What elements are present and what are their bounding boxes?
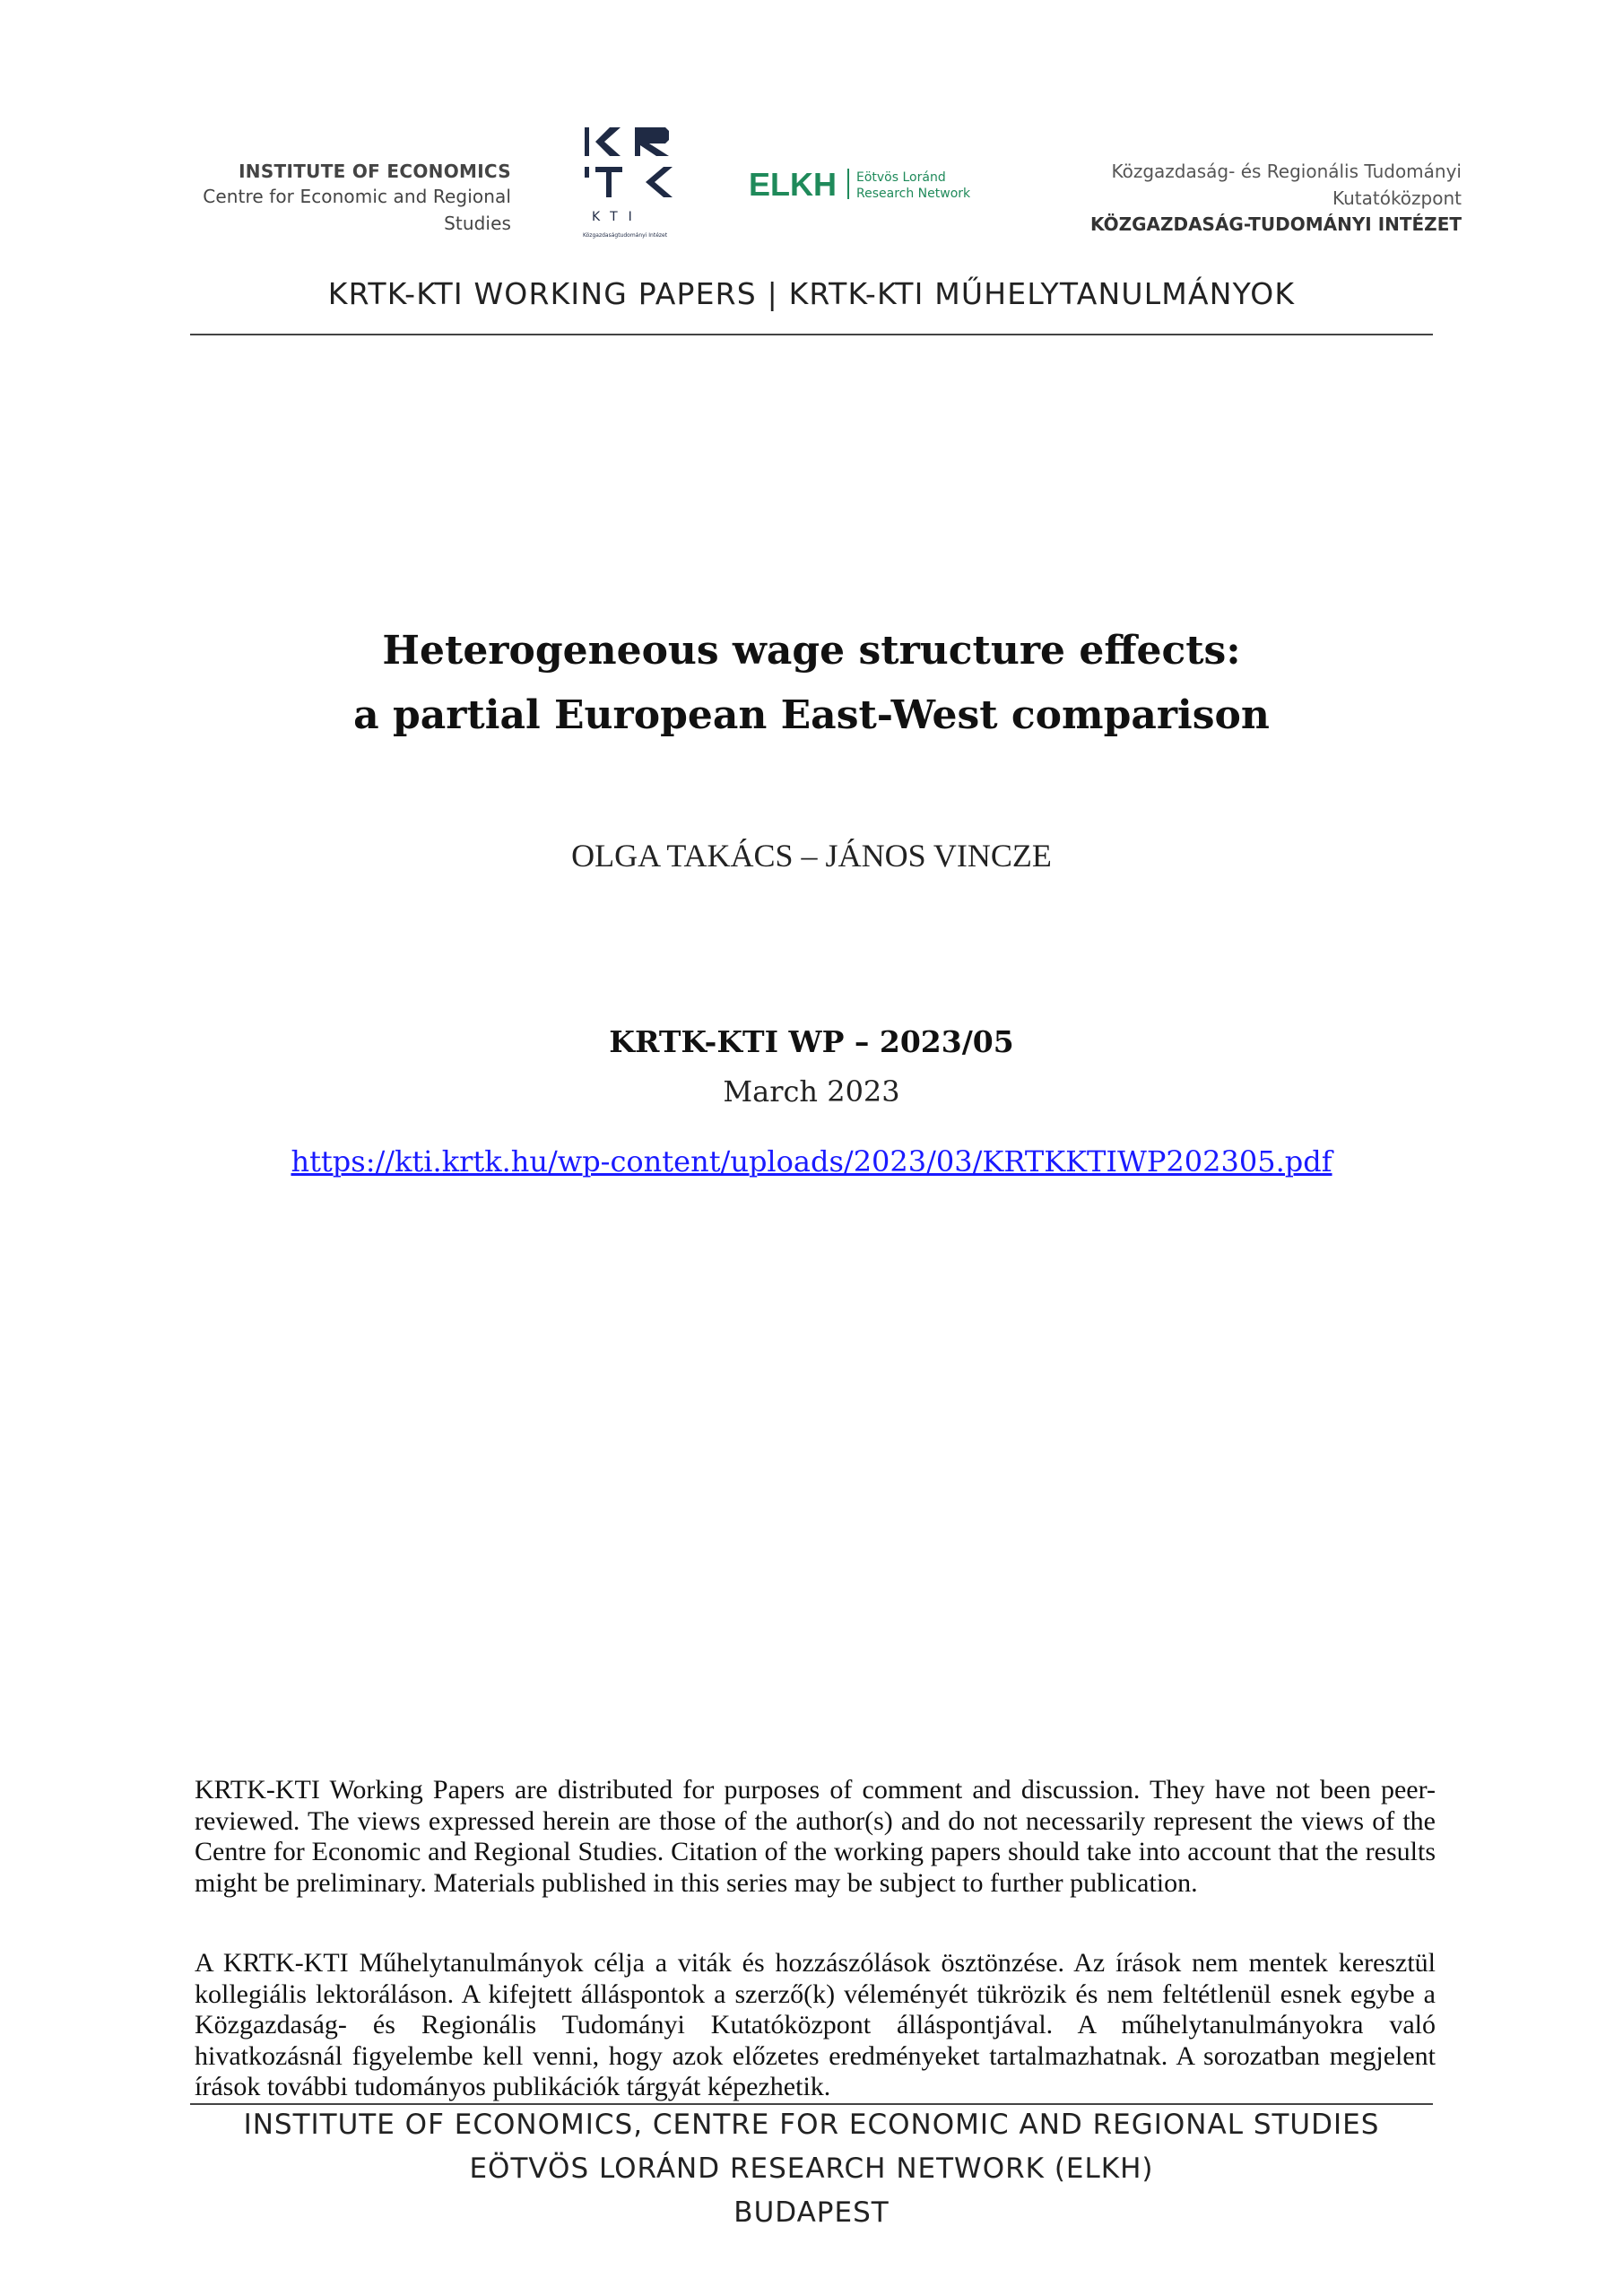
paper-url bbox=[190, 1144, 1433, 1178]
paper-title bbox=[233, 619, 1390, 748]
krtk-logo-subtext: Közgazdaságtudományi Intézet bbox=[583, 232, 668, 239]
title-line2: a partial European East-West comparison bbox=[353, 692, 1270, 738]
authors: OLGA TAKÁCS – JÁNOS VINCZE bbox=[571, 838, 1052, 874]
paper-link[interactable]: https://kti.krtk.hu/wp-content/uploads/2023/03/KRTKKTIWP202305.pdf bbox=[291, 1144, 1332, 1178]
footer-line1: INSTITUTE OF ECONOMICS, CENTRE FOR ECONOMIC AND REGIONAL STUDIES bbox=[243, 2109, 1380, 2141]
institute-logo bbox=[178, 160, 511, 237]
footer-line3: BUDAPEST bbox=[733, 2196, 890, 2229]
elkh-tagline-2: Research Network bbox=[856, 187, 971, 201]
publication-date: March 2023 bbox=[723, 1074, 900, 1109]
right-line1: Közgazdaság- és Regionális Tudományi Kutatóközpont bbox=[1111, 161, 1462, 209]
series-title: KRTK-KTI WORKING PAPERS | KRTK-KTI MŰHELYTANULMÁNYOK bbox=[327, 276, 1296, 311]
disclaimer-english: KRTK-KTI Working Papers are distributed for purposes of comment and discussion. They have not been peer-reviewed. The views expressed herein are those of the author(s) and do not necessarily represent the views of the Centre for Economic and Regional Studies. Citation of the working papers should take into account that the results might be preliminary. Materials published in this series may be subject to further publication. bbox=[195, 1775, 1436, 1898]
disclaimer-hungarian: A KRTK-KTI Műhelytanulmányok célja a viták és hozzászólások ösztönzése. Az írások nem mentek keresztül kollegiális lektoráláson. A kifejtett álláspontok a szerző(k) véleményét tükrözik és nem feltétlenül esnek egybe a Közgazdaság- és Regionális Tudományi Kutatóközpont álláspontjával. A műhelytanulmányokra való hivatkozásnál figyelembe kell venni, hogy azok előzetes eredményeket tartalmazhatnak. A sorozatban megjelent írások további tudományos publikációk tárgyát képezhetik. bbox=[195, 1948, 1436, 2101]
right-line2: KÖZGAZDASÁG-TUDOMÁNYI INTÉZET bbox=[1089, 213, 1462, 235]
krtk-logo-text: KTI bbox=[592, 210, 643, 224]
elkh-logo bbox=[749, 161, 973, 206]
header-divider bbox=[190, 334, 1433, 335]
footer-divider bbox=[190, 2103, 1433, 2105]
elkh-tagline-1: Eötvös Loránd bbox=[856, 170, 946, 185]
wp-number: KRTK-KTI WP – 2023/05 bbox=[609, 1024, 1014, 1059]
kti-header-text bbox=[995, 158, 1462, 237]
krtk-kti-logo bbox=[583, 126, 681, 247]
institute-line2: Centre for Economic and Regional Studies bbox=[203, 186, 511, 234]
footer-line2: EÖTVÖS LORÁND RESEARCH NETWORK (ELKH) bbox=[469, 2152, 1154, 2185]
elkh-logo-text: ELKH bbox=[749, 166, 837, 203]
title-line1: Heterogeneous wage structure effects: bbox=[382, 628, 1241, 674]
institute-line1: INSTITUTE OF ECONOMICS bbox=[239, 161, 511, 182]
